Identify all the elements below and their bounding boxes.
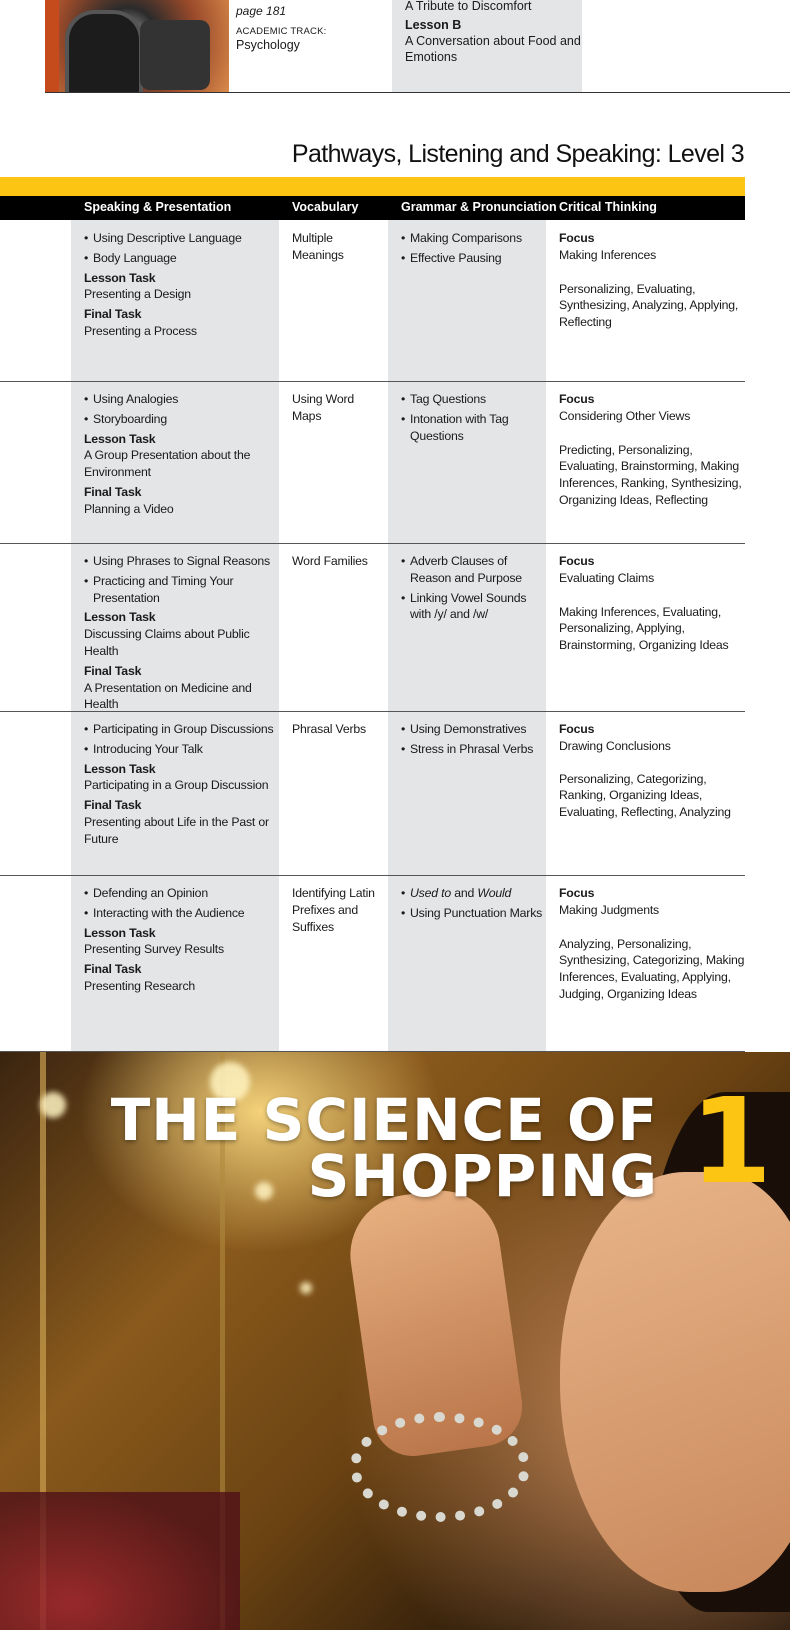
grammar-connector: and [450, 886, 478, 900]
grammar-bullet [401, 885, 543, 902]
final-task-label: Final Task [84, 798, 142, 813]
column-band-grammar [388, 220, 546, 1051]
column-header-grammar: Grammar & Pronunciation [401, 200, 557, 214]
row-1-grammar [401, 230, 543, 270]
grammar-italic-term: Would [477, 886, 512, 900]
chapter-title-line-2: SHOPPING [307, 1142, 658, 1210]
row-5-vocabulary: Identifying Latin Prefixes and Suffixes [292, 886, 375, 934]
final-task: Planning a Video [84, 501, 174, 516]
row-1-critical-thinking [559, 230, 745, 331]
final-task-label: Final Task [84, 663, 142, 678]
focus-label: Focus [559, 722, 595, 736]
lesson-task: Presenting a Design [84, 287, 191, 302]
speaking-bullet: • Storyboarding [84, 411, 276, 428]
thinking-skills: Personalizing, Evaluating, Synthesizing, Analyzing, Applying, Reflecting [559, 281, 739, 330]
row-3-vocabulary: Word Families [292, 554, 368, 568]
row-2-speaking [84, 391, 276, 518]
lesson-task: Presenting Survey Results [84, 942, 224, 957]
row-3-speaking [84, 553, 276, 713]
lesson-a-title: A Tribute to Discomfort [405, 0, 532, 13]
column-header-vocabulary: Vocabulary [292, 200, 359, 214]
focus-label: Focus [559, 392, 595, 406]
grammar-bullet: • Stress in Phrasal Verbs [401, 741, 543, 758]
lesson-task: Participating in a Group Discussion [84, 778, 269, 793]
thinking-skills: Making Inferences, Evaluating, Personalizing, Applying, Brainstorming, Organizing Ideas [559, 604, 729, 653]
final-task-label: Final Task [84, 962, 142, 977]
final-task-label: Final Task [84, 484, 142, 499]
grammar-bullet: • Tag Questions [401, 391, 543, 408]
final-task: Presenting a Process [84, 323, 197, 338]
academic-track: Psychology [236, 38, 300, 52]
focus-label: Focus [559, 554, 595, 568]
lesson-task-label: Lesson Task [84, 610, 156, 625]
chapter-title [110, 1086, 658, 1210]
column-header-speaking: Speaking & Presentation [84, 200, 232, 214]
page-title: Pathways, Listening and Speaking: Level 3 [291, 140, 744, 168]
speaking-bullet: • Introducing Your Talk [84, 741, 276, 758]
row-3-critical-thinking [559, 553, 745, 654]
grammar-bullet: • Making Comparisons [401, 230, 543, 247]
row-5-grammar [401, 885, 543, 925]
chapter-title-line-1: THE SCIENCE OF [110, 1086, 658, 1154]
accent-bar [0, 177, 745, 196]
lesson-b-label: Lesson B [405, 18, 462, 32]
focus: Drawing Conclusions [559, 738, 671, 753]
row-4-vocabulary: Phrasal Verbs [292, 722, 366, 736]
final-task: A Presentation on Medicine and Health [84, 680, 252, 712]
row-2-grammar [401, 391, 543, 447]
focus-label: Focus [559, 231, 595, 245]
academic-track-label: ACADEMIC TRACK: [236, 26, 327, 37]
thinking-skills: Personalizing, Categorizing, Ranking, Organizing Ideas, Evaluating, Reflecting, Analyzing [559, 771, 731, 820]
lesson-task-label: Lesson Task [84, 925, 156, 940]
lesson-b-title: A Conversation about Food and Emotions [405, 34, 581, 64]
row-divider [0, 543, 745, 544]
row-5-critical-thinking [559, 885, 745, 1003]
row-5-speaking [84, 885, 276, 995]
focus: Making Judgments [559, 902, 660, 917]
row-4-speaking [84, 721, 276, 848]
focus: Making Inferences [559, 247, 657, 262]
speaking-bullet: • Participating in Group Discussions [84, 721, 276, 738]
speaking-bullet: • Using Descriptive Language [84, 230, 276, 247]
lesson-task: A Group Presentation about the Environment [84, 448, 251, 480]
final-task-label: Final Task [84, 307, 142, 322]
grammar-bullet: • Using Demonstratives [401, 721, 543, 738]
lesson-task-label: Lesson Task [84, 270, 156, 285]
row-1-vocabulary: Multiple Meanings [292, 231, 344, 262]
page-reference: page 181 [236, 4, 287, 18]
focus: Considering Other Views [559, 408, 691, 423]
unit-meta [236, 4, 386, 52]
speaking-bullet: • Using Phrases to Signal Reasons [84, 553, 276, 570]
speaking-bullet: • Defending an Opinion [84, 885, 276, 902]
grammar-bullet: • Linking Vowel Sounds with /y/ and /w/ [401, 590, 543, 624]
speaking-bullet: • Using Analogies [84, 391, 276, 408]
unit-thumbnail-photo [45, 0, 229, 92]
grammar-italic-term: Used to [410, 886, 451, 900]
row-1-speaking [84, 230, 276, 340]
speaking-bullet: • Practicing and Timing Your Presentation [84, 573, 276, 607]
speaking-bullet: • Interacting with the Audience [84, 905, 276, 922]
final-task: Presenting about Life in the Past or Future [84, 814, 269, 846]
row-divider [0, 381, 745, 382]
lesson-task-label: Lesson Task [84, 431, 156, 446]
thinking-skills: Analyzing, Personalizing, Synthesizing, Categorizing, Making Inferences, Evaluating, Applying, Judging, Organizing Ideas [559, 936, 745, 1001]
speaking-bullet: • Body Language [84, 250, 276, 267]
lesson-topics [392, 0, 582, 92]
row-4-critical-thinking [559, 721, 745, 821]
focus-label: Focus [559, 886, 595, 900]
chapter-number: 1 [690, 1072, 773, 1210]
grammar-bullet: • Intonation with Tag Questions [401, 411, 543, 445]
row-4-grammar [401, 721, 543, 761]
divider [45, 92, 790, 93]
final-task: Presenting Research [84, 978, 196, 993]
grammar-bullet: • Effective Pausing [401, 250, 543, 267]
row-3-grammar [401, 553, 543, 626]
thinking-skills: Predicting, Personalizing, Evaluating, Brainstorming, Making Inferences, Ranking, Synthesizing, Organizing Ideas, Reflecting [559, 442, 742, 507]
lesson-task: Discussing Claims about Public Health [84, 627, 250, 658]
row-divider [0, 875, 745, 876]
grammar-bullet: • Using Punctuation Marks [401, 905, 543, 922]
column-header-critical-thinking: Critical Thinking [559, 200, 657, 214]
row-2-vocabulary: Using Word Maps [292, 392, 355, 423]
chapter-opener-photo [0, 1052, 790, 1630]
grammar-bullet: • Adverb Clauses of Reason and Purpose [401, 553, 543, 587]
row-2-critical-thinking [559, 391, 745, 509]
lesson-task-label: Lesson Task [84, 761, 156, 776]
focus: Evaluating Claims [559, 570, 655, 585]
